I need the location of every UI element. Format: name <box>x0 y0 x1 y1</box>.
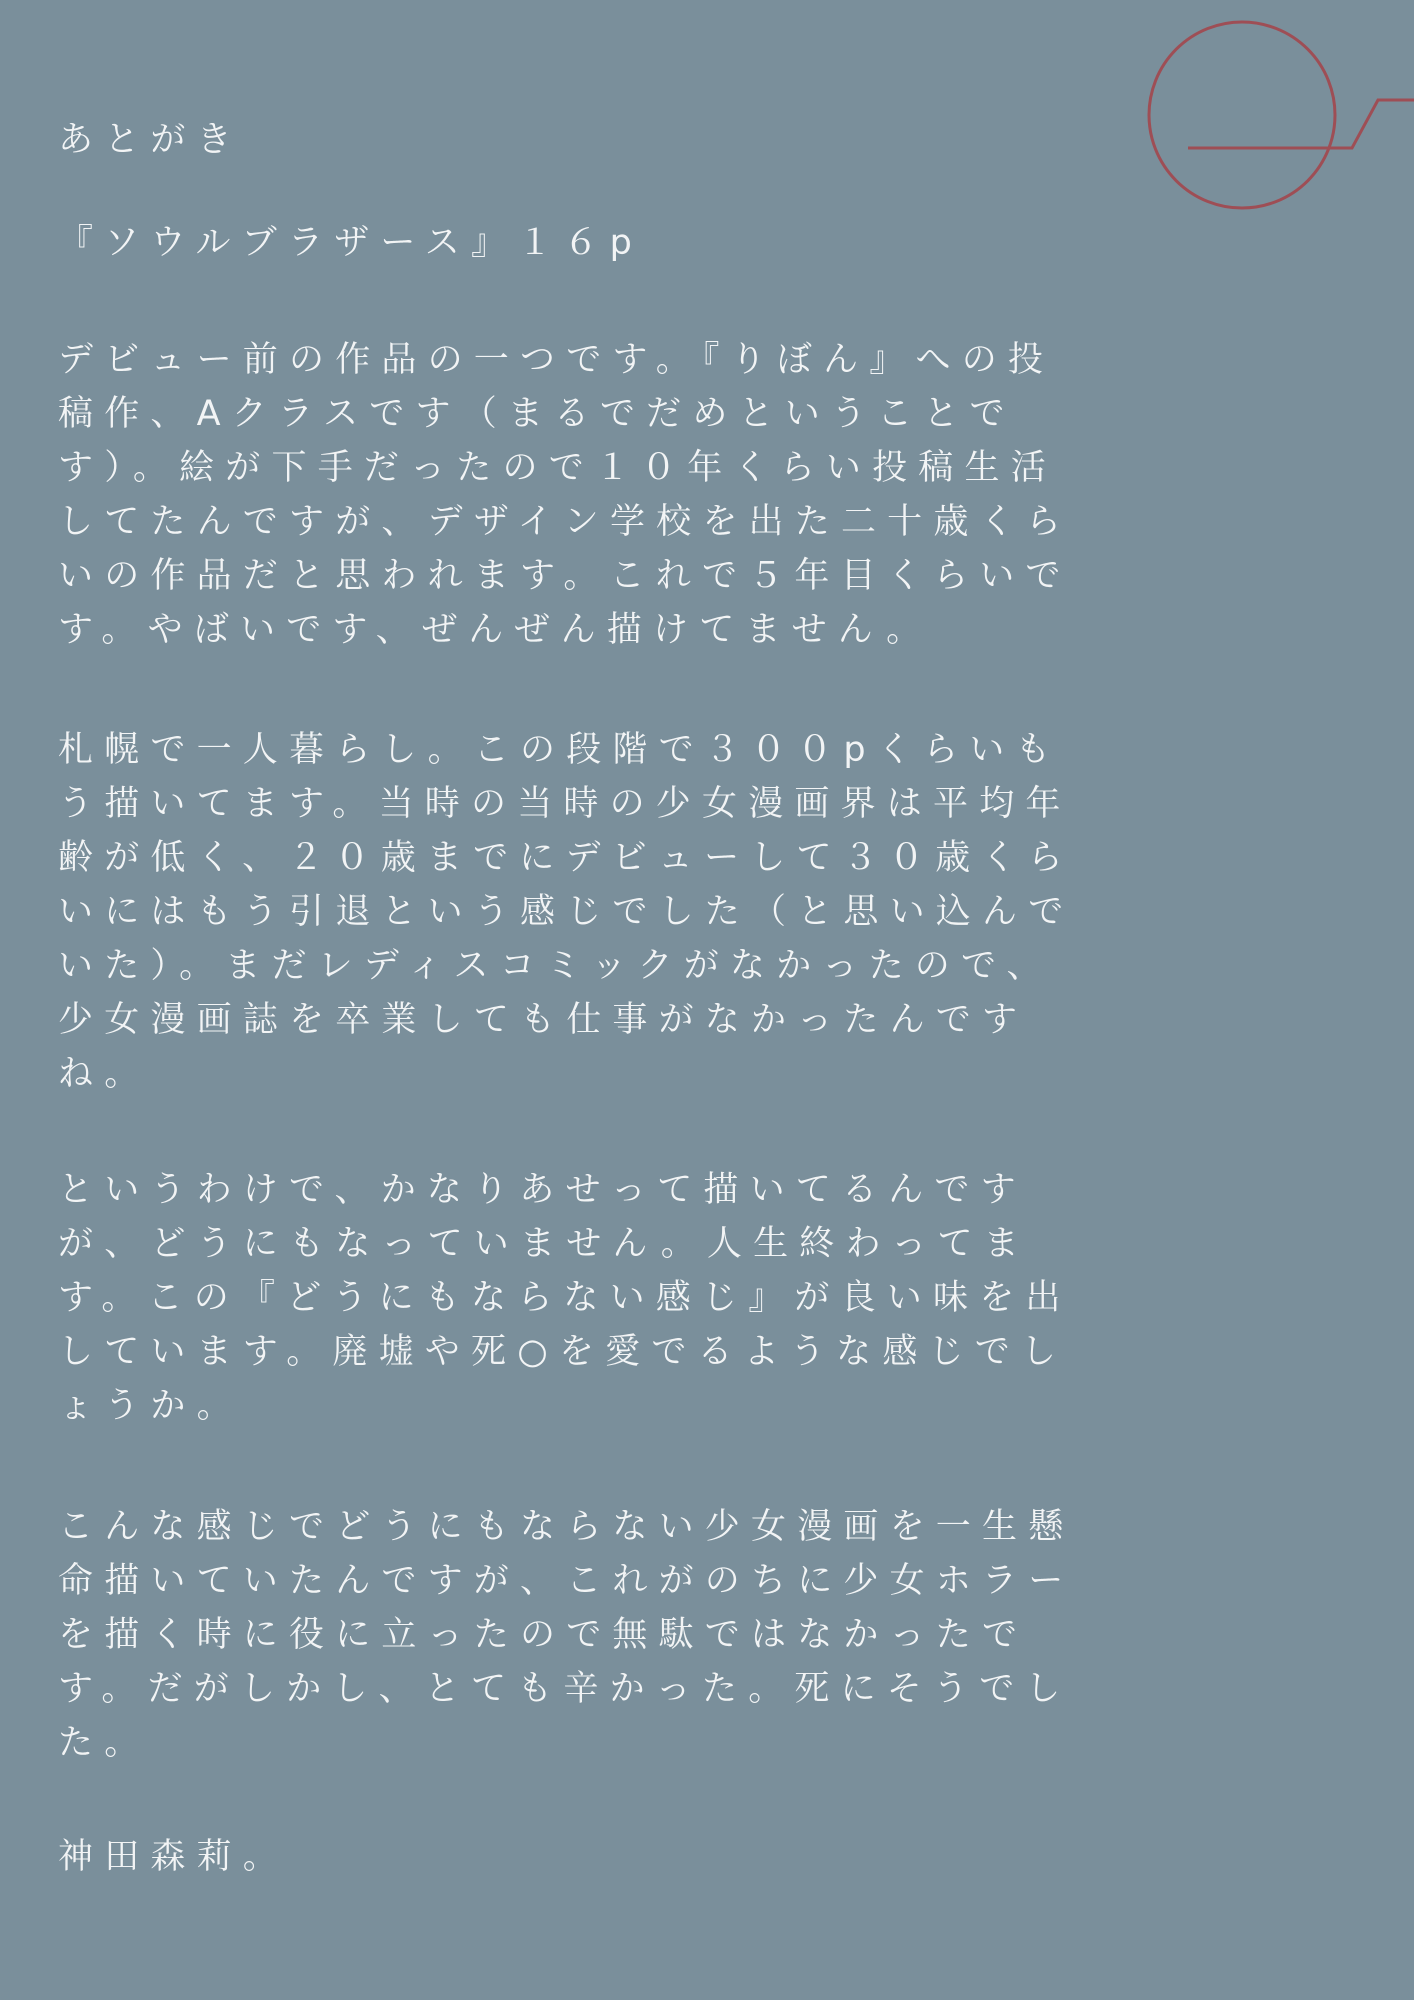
text-line: す。やばいです、ぜんぜん描けてません。 <box>58 610 933 650</box>
text-line: いにはもう引退という感じでした（と思い込んで <box>58 892 1075 932</box>
text-line: 札幌で一人暮らし。この段階で３００pくらいも <box>58 730 1062 770</box>
paragraph-horror-benefit <box>58 1500 1398 1770</box>
text-line: いた）。まだレディスコミックがなかったので、 <box>58 946 1053 986</box>
text-line: す。だがしかし、とても辛かった。死にそうでし <box>58 1669 1072 1709</box>
text-line: 齢が低く、２０歳までにデビューして３０歳くら <box>58 838 1074 878</box>
text-line: 命描いていたんですが、これがのちに少女ホラー <box>58 1561 1075 1601</box>
text-line: こんな感じでどうにもならない少女漫画を一生懸 <box>58 1507 1075 1547</box>
text-line: を描く時に役に立ったので無駄ではなかったで <box>58 1615 1029 1655</box>
author-signature: 神田森莉。 <box>58 1837 290 1877</box>
text-line: た。 <box>58 1723 151 1763</box>
text-line: しています。廃墟や死○を愛でるような感じでし <box>58 1332 1068 1372</box>
text-line: ょうか。 <box>58 1386 243 1426</box>
text-line: す。この『どうにもならない感じ』が良い味を出 <box>58 1278 1072 1318</box>
text-line: いの作品だと思われます。これで５年目くらいで <box>58 556 1072 596</box>
text-line: 少女漫画誌を卒業しても仕事がなかったんです <box>58 1000 1029 1040</box>
text-line: う描いてます。当時の当時の少女漫画界は平均年 <box>58 784 1072 824</box>
paragraph-hopeless-feel <box>58 1163 1398 1433</box>
text-line: ね。 <box>58 1054 151 1094</box>
work-title: 『ソウルブラザース』１６p <box>58 223 644 263</box>
text-line: してたんですが、デザイン学校を出た二十歳くら <box>58 502 1072 542</box>
text-line: というわけで、かなりあせって描いてるんです <box>58 1170 1027 1210</box>
afterword-content <box>58 0 1398 1884</box>
text-line: 稿作、Aクラスです（まるでだめということで <box>58 394 1016 434</box>
page-title: あとがき <box>58 120 243 160</box>
paragraph-sapporo-life <box>58 723 1398 1101</box>
text-line: す）。絵が下手だったので１０年くらい投稿生活 <box>58 448 1057 488</box>
paragraph-debut-work <box>58 333 1398 657</box>
text-line: デビュー前の作品の一つです。『りぼん』への投 <box>58 340 1055 380</box>
text-line: が、どうにもなっていません。人生終わってま <box>58 1224 1030 1264</box>
